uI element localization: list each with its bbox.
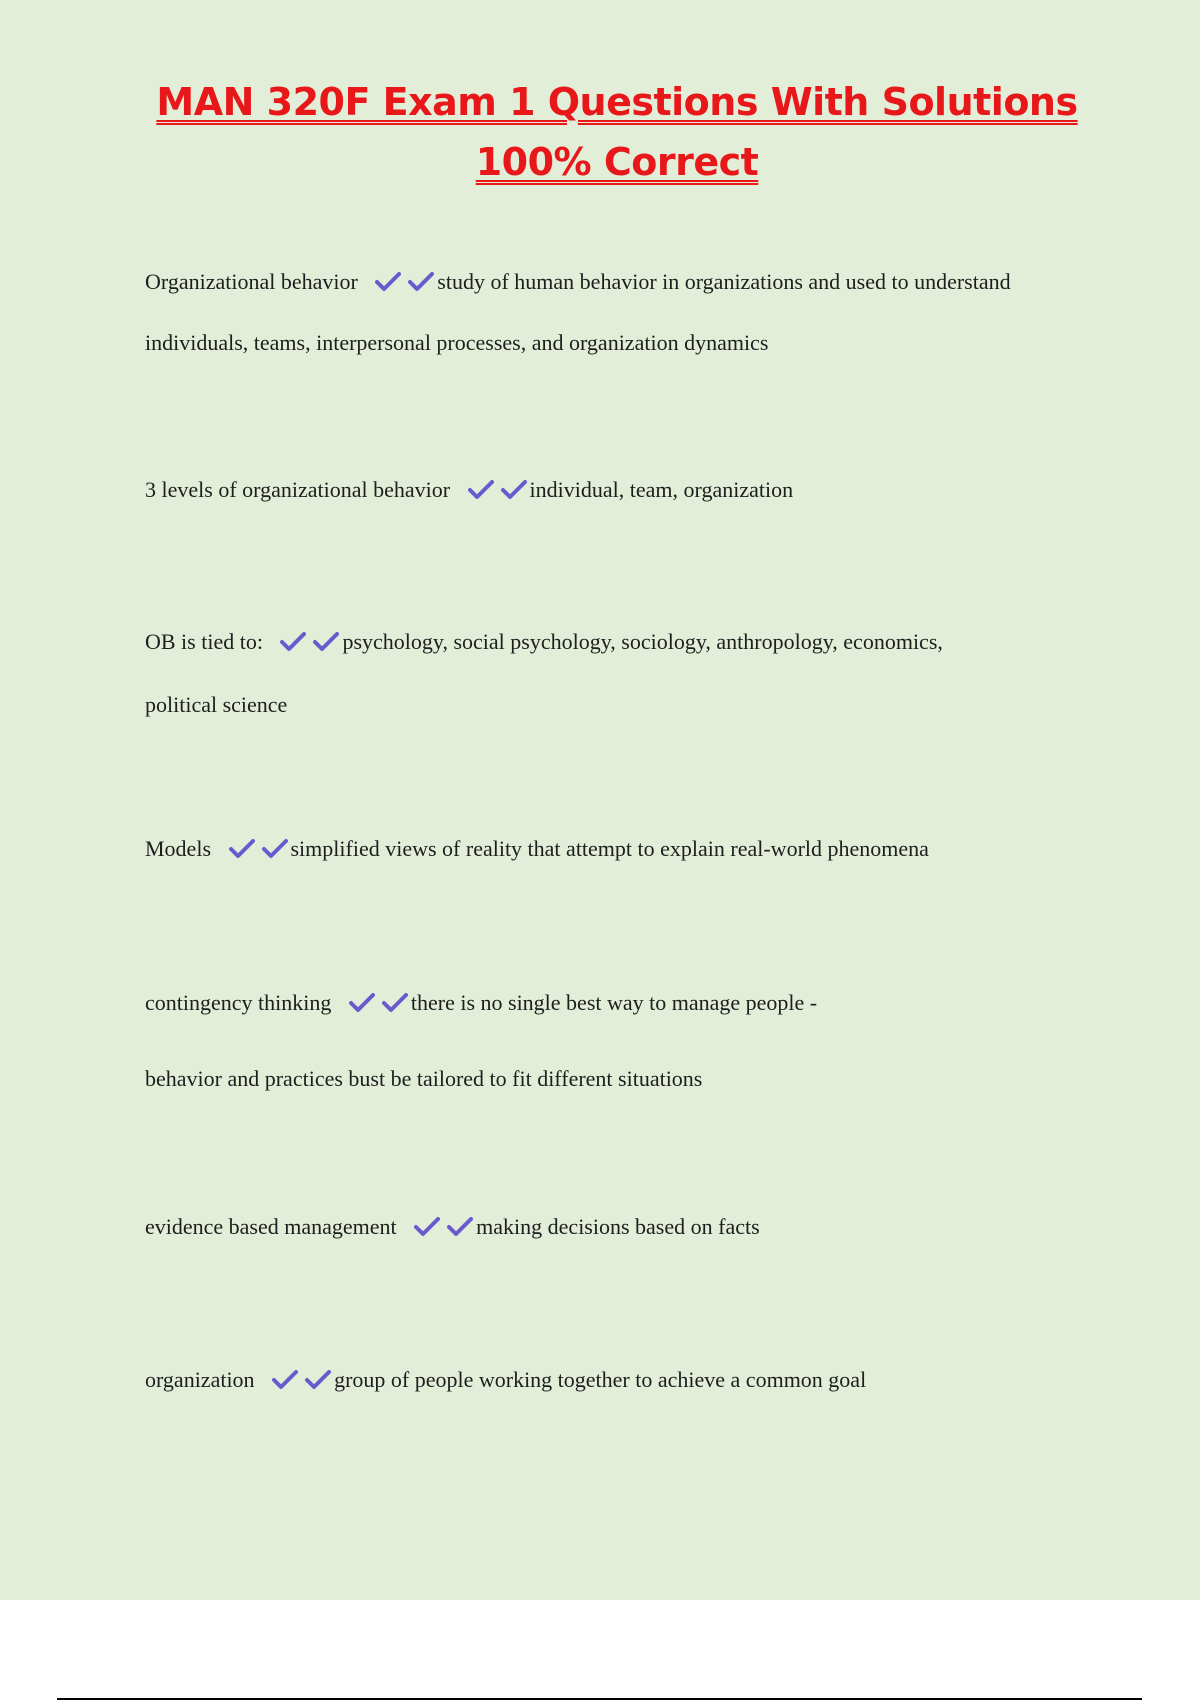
qa-item [145, 626, 1095, 721]
answer-text: study of human behavior in organizations and used to understand [437, 269, 1011, 294]
checkmark-icon [262, 839, 288, 859]
answer-text: simplified views of reality that attempt to explain real-world phenomena [290, 836, 929, 861]
document-title [0, 72, 1200, 192]
answer-text: there is no single best way to manage people - [410, 990, 818, 1015]
checkmark-icon [313, 632, 339, 652]
answer-text: psychology, social psychology, sociology, anthropology, economics, [342, 629, 943, 654]
checkmark-icon [501, 480, 527, 500]
term: OB is tied to: [145, 629, 263, 654]
term: organization [145, 1367, 255, 1392]
term: 3 levels of organizational behavior [145, 477, 451, 502]
checkmark-icon [447, 1217, 473, 1237]
checkmark-icon [280, 632, 306, 652]
checkmark-icon [305, 1370, 331, 1390]
answer-text-continued: political science [145, 692, 288, 717]
term: Organizational behavior [145, 269, 358, 294]
title-line-2: 100% Correct [475, 140, 759, 184]
checkmark-icon [414, 1217, 440, 1237]
term: evidence based management [145, 1214, 397, 1239]
qa-item [145, 987, 1095, 1095]
term: Models [145, 836, 211, 861]
answer-text: group of people working together to achieve a common goal [334, 1367, 867, 1392]
qa-item [145, 1211, 1095, 1243]
answer-text-continued: individuals, teams, interpersonal processes, and organization dynamics [145, 330, 769, 355]
answer-text-continued: behavior and practices bust be tailored to fit different situations [145, 1066, 703, 1091]
answer-text: individual, team, organization [529, 477, 794, 502]
qa-item [145, 266, 1095, 359]
checkmark-icon [229, 839, 255, 859]
title-line-1: MAN 320F Exam 1 Questions With Solutions [156, 80, 1078, 124]
checkmark-icon [375, 272, 401, 292]
checkmark-icon [349, 993, 375, 1013]
qa-item [145, 474, 1095, 506]
qa-item [145, 1364, 1095, 1396]
term: contingency thinking [145, 990, 332, 1015]
checkmark-icon [468, 480, 494, 500]
checkmark-icon [382, 993, 408, 1013]
answer-text: making decisions based on facts [476, 1214, 760, 1239]
checkmark-icon [272, 1370, 298, 1390]
checkmark-icon [408, 272, 434, 292]
qa-item [145, 833, 1095, 865]
